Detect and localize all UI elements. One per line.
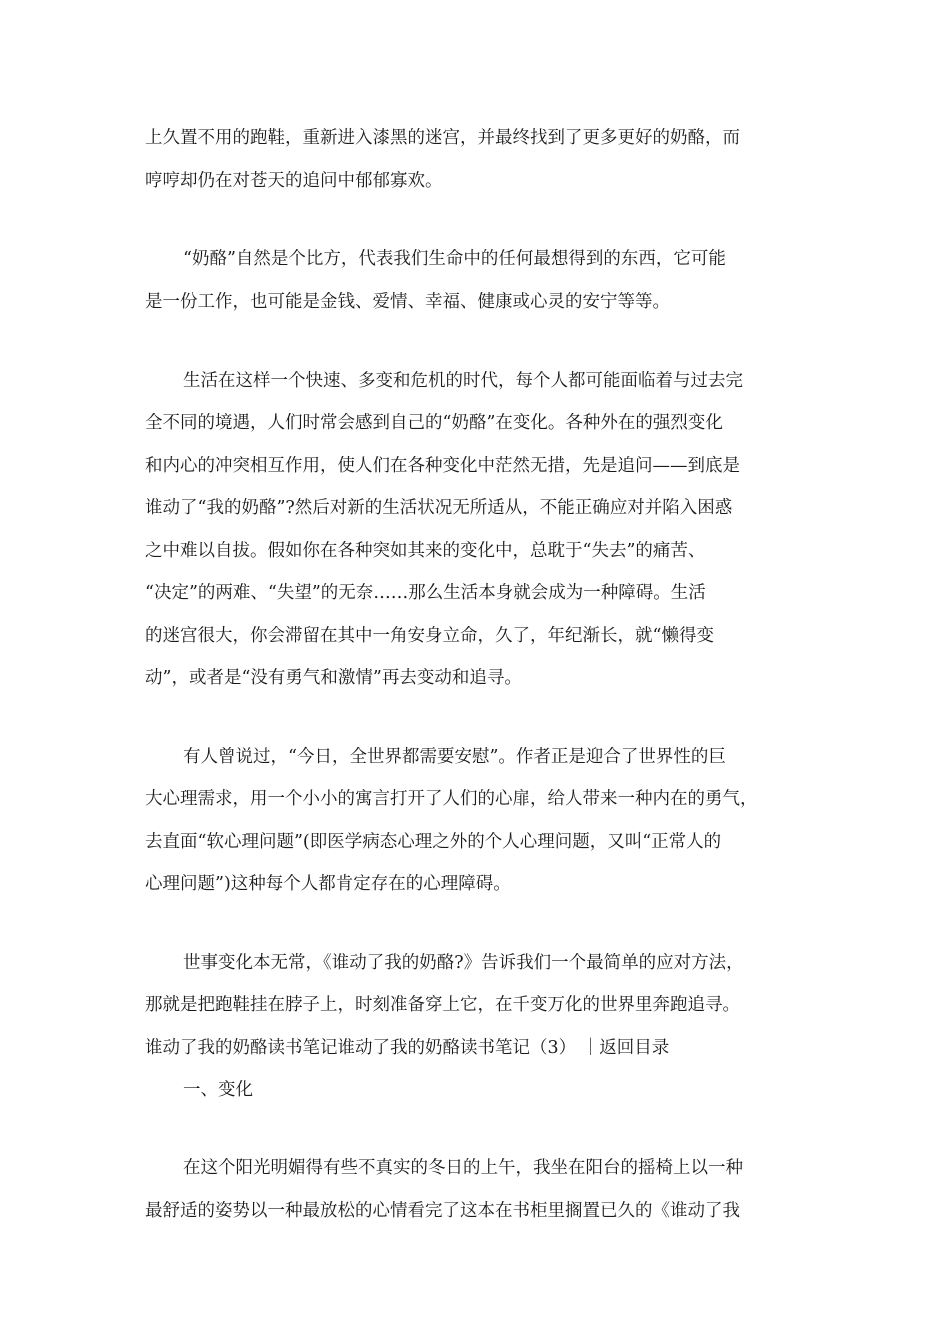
section-link-line[interactable]: 谁动了我的奶酪读书笔记谁动了我的奶酪读书笔记（3） ｜返回目录	[145, 1038, 670, 1058]
text-line: 动”，或者是“没有勇气和激情”再去变动和追寻。	[145, 668, 522, 688]
text-line: 全不同的境遇，人们时常会感到自己的“奶酪”在变化。各种外在的强烈变化	[145, 413, 723, 433]
text-line: “决定”的两难、“失望”的无奈……那么生活本身就会成为一种障碍。生活	[145, 583, 706, 603]
text-line: 大心理需求，用一个小小的寓言打开了人们的心扉，给人带来一种内在的勇气，	[145, 789, 758, 809]
text-line: 之中难以自拔。假如你在各种突如其来的变化中，总耽于“失去”的痛苦、	[145, 541, 706, 561]
text-line: 那就是把跑鞋挂在脖子上，时刻准备穿上它，在千变万化的世界里奔跑追寻。	[145, 995, 740, 1015]
text-line: 心理问题”)这种每个人都肯定存在的心理障碍。	[145, 874, 511, 894]
paragraph-first-line: 有人曾说过，“今日，全世界都需要安慰”。作者正是迎合了世界性的巨	[183, 747, 726, 767]
text-line: 哼哼却仍在对苍天的追问中郁郁寡欢。	[145, 171, 443, 191]
text-line: 的迷宫很大，你会滞留在其中一角安身立命，久了，年纪渐长，就“懒得变	[145, 626, 714, 646]
paragraph-first-line: 世事变化本无常，《谁动了我的奶酪?》告诉我们一个最简单的应对方法，	[183, 953, 744, 973]
text-line: 谁动了“我的奶酪”?然后对新的生活状况无所适从，不能正确应对并陷入困惑	[145, 498, 733, 518]
paragraph-first-line: 在这个阳光明媚得有些不真实的冬日的上午，我坐在阳台的摇椅上以一种	[183, 1158, 743, 1178]
paragraph-first-line: “奶酪”自然是个比方，代表我们生命中的任何最想得到的东西，它可能	[183, 249, 726, 269]
text-line: 是一份工作，也可能是金钱、爱情、幸福、健康或心灵的安宁等等。	[145, 292, 670, 312]
paragraph-first-line: 生活在这样一个快速、多变和危机的时代，每个人都可能面临着与过去完	[183, 371, 743, 391]
text-line: 和内心的冲突相互作用，使人们在各种变化中茫然无措，先是追问——到底是	[145, 456, 740, 476]
text-line: 上久置不用的跑鞋，重新进入漆黑的迷宫，并最终找到了更多更好的奶酪，而	[145, 128, 740, 148]
text-line: 最舒适的姿势以一种最放松的心情看完了这本在书柜里搁置已久的《谁动了我	[145, 1201, 740, 1221]
text-line: 去直面“软心理问题”(即医学病态心理之外的个人心理问题，又叫“正常人的	[145, 832, 722, 852]
section-heading: 一、变化	[183, 1080, 253, 1100]
